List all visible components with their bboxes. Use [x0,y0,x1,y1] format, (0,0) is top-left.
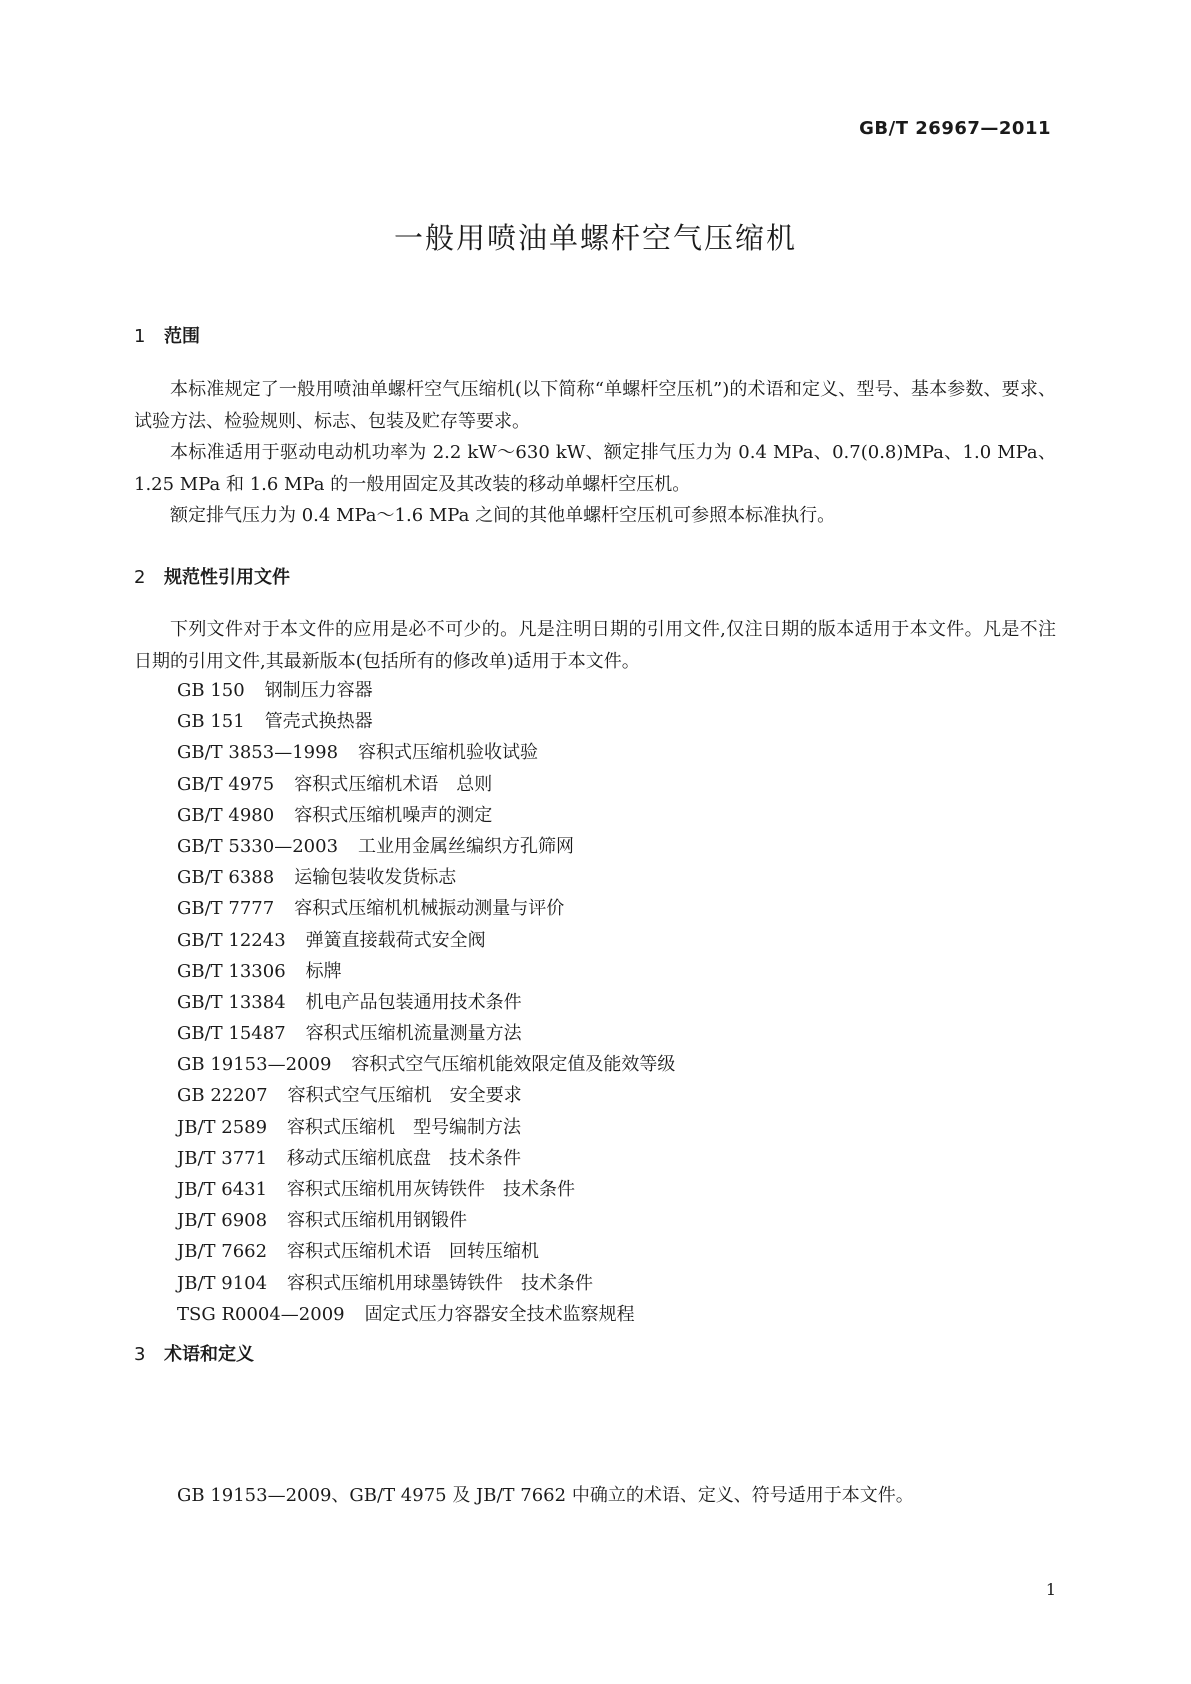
reference-title: 运输包装收发货标志 [294,867,457,889]
reference-code: GB/T 13306 [177,960,286,982]
reference-title: 容积式压缩机机械振动测量与评价 [294,898,565,920]
section-3-text: GB 19153—2009、GB/T 4975 及 JB/T 7662 中确立的术语、定义、符号适用于本文件。 [177,1485,914,1506]
reference-title: 容积式压缩机 型号编制方法 [287,1116,522,1138]
reference-item [177,925,675,956]
page-number: 1 [1045,1580,1056,1599]
reference-item [177,1268,675,1299]
standard-number: GB/T 26967—2011 [859,118,1051,139]
reference-item [177,862,675,893]
section-2-number: 2 [134,567,146,588]
reference-code: JB/T 6908 [177,1210,268,1232]
reference-title: 机电产品包装通用技术条件 [305,991,522,1013]
reference-code: GB/T 7777 [177,898,275,920]
reference-code: JB/T 3771 [177,1147,268,1169]
reference-code: GB/T 4975 [177,773,275,795]
reference-title: 固定式压力容器安全技术监察规程 [364,1303,635,1325]
reference-item [177,675,675,706]
reference-title: 钢制压力容器 [264,680,373,701]
reference-code: GB 150 [177,680,245,701]
reference-item [177,831,675,862]
reference-code: GB/T 15487 [177,1023,286,1045]
reference-item [177,1018,675,1049]
reference-title: 容积式压缩机噪声的测定 [294,804,493,826]
section-1-title: 范围 [164,326,200,347]
section-3-number: 3 [134,1344,146,1365]
reference-code: GB/T 5330—2003 [177,835,339,857]
reference-code: GB/T 6388 [177,867,275,889]
reference-item [177,1299,675,1330]
reference-title: 移动式压缩机底盘 技术条件 [287,1147,522,1169]
reference-item [177,800,675,831]
section-1-number: 1 [134,326,146,347]
reference-item [177,1143,675,1174]
section-3-heading [134,1340,254,1366]
reference-title: 容积式压缩机验收试验 [358,742,539,764]
reference-title: 工业用金属丝编织方孔筛网 [358,835,575,857]
section-2-intro [134,614,1056,677]
section-2-intro-text: 下列文件对于本文件的应用是必不可少的。凡是注明日期的引用文件,仅注日期的版本适用于本文件。凡是不注日期的引用文件,其最新版本(包括所有的修改单)适用于本文件。 [134,619,1056,672]
reference-list [177,675,675,1330]
reference-code: JB/T 6431 [177,1179,268,1200]
reference-item [177,706,675,737]
reference-code: TSG R0004—2009 [177,1303,345,1325]
reference-code: GB 22207 [177,1085,268,1107]
section-2-title: 规范性引用文件 [164,567,290,588]
reference-title: 容积式空气压缩机能效限定值及能效等级 [351,1054,676,1076]
section-1-heading [134,322,200,348]
reference-title: 弹簧直接载荷式安全阀 [305,929,486,951]
reference-item [177,1205,675,1236]
section-1-paragraph: 本标准规定了一般用喷油单螺杆空气压缩机(以下简称“单螺杆空压机”)的术语和定义、型号、基本参数、要求、试验方法、检验规则、标志、包装及贮存等要求。 [134,379,1056,432]
reference-item [177,769,675,800]
section-2-heading [134,563,290,589]
reference-title: 容积式空气压缩机 安全要求 [287,1085,522,1107]
reference-item [177,987,675,1018]
reference-item [177,1080,675,1111]
reference-item [177,956,675,987]
section-3-title: 术语和定义 [164,1344,254,1365]
reference-title: 容积式压缩机用钢锻件 [287,1210,468,1232]
section-1-body [134,374,1056,532]
reference-code: GB 151 [177,711,245,733]
reference-code: GB 19153—2009 [177,1054,332,1076]
reference-code: GB/T 13384 [177,991,286,1013]
reference-item [177,737,675,768]
reference-title: 标牌 [305,960,342,982]
reference-title: 容积式压缩机流量测量方法 [305,1023,522,1045]
reference-code: JB/T 9104 [177,1272,268,1294]
section-1-paragraph: 本标准适用于驱动电动机功率为 2.2 kW～630 kW、额定排气压力为 0.4 MPa、0.7(0.8)MPa、1.0 MPa、1.25 MPa 和 1.6 MPa 的一般用固定及其改装的移动单螺杆空压机。 [134,442,1056,495]
section-1-paragraph: 额定排气压力为 0.4 MPa～1.6 MPa 之间的其他单螺杆空压机可参照本标准执行。 [170,505,836,526]
reference-title: 容积式压缩机术语 回转压缩机 [287,1241,540,1263]
reference-title: 容积式压缩机用灰铸铁件 技术条件 [287,1179,576,1200]
reference-item [177,1049,675,1080]
reference-title: 容积式压缩机术语 总则 [294,773,493,795]
reference-title: 管壳式换热器 [264,711,373,733]
reference-item [177,893,675,924]
document-title: 一般用喷油单螺杆空气压缩机 [393,221,797,255]
reference-code: JB/T 7662 [177,1241,268,1263]
reference-item [177,1174,675,1205]
reference-item [177,1112,675,1143]
reference-item [177,1236,675,1267]
reference-title: 容积式压缩机用球墨铸铁件 技术条件 [287,1272,594,1294]
reference-code: GB/T 3853—1998 [177,742,339,764]
reference-code: GB/T 12243 [177,929,286,951]
reference-code: GB/T 4980 [177,804,275,826]
reference-code: JB/T 2589 [177,1116,268,1138]
